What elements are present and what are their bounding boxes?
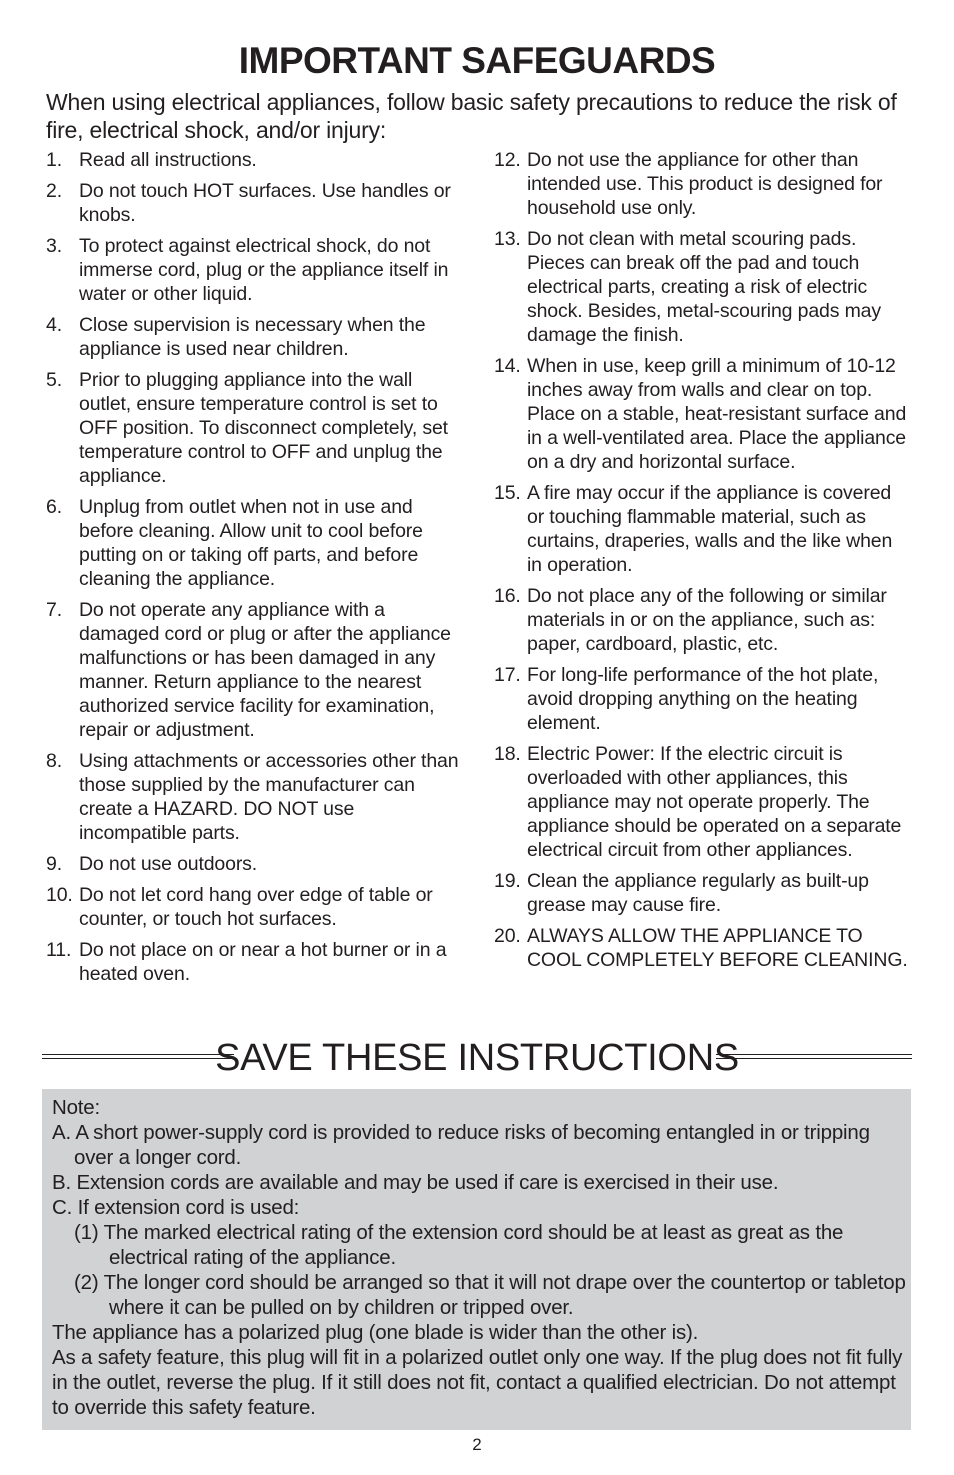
item-text: Close supervision is necessary when the appliance is used near children. bbox=[79, 314, 426, 360]
item-number: 7. bbox=[46, 599, 62, 621]
note-item-c: C. If extension cord is used: bbox=[52, 1196, 300, 1219]
item-number: 13. bbox=[494, 228, 521, 250]
item-text: Clean the appliance regularly as built-up grease may cause fire. bbox=[527, 870, 869, 916]
note-subitem-2: (2) The longer cord should be arranged so that it will not drape over the countertop or tabletop where it can be pulled on by children or tripped over. bbox=[74, 1271, 906, 1319]
list-item bbox=[46, 495, 464, 591]
intro-paragraph: When using electrical appliances, follow basic safety precautions to reduce the risk of fire, electrical shock, and/or injury: bbox=[46, 89, 897, 143]
item-number: 16. bbox=[494, 585, 521, 607]
list-item bbox=[46, 368, 464, 488]
item-text: Do not operate any appliance with a damaged cord or plug or after the appliance malfunctions or has been damaged in any manner. Return appliance to the nearest authorized service facility for examination, repair or adjustment. bbox=[79, 599, 451, 741]
note-item-b: B. Extension cords are available and may be used if care is exercised in their use. bbox=[52, 1171, 779, 1194]
list-item bbox=[46, 313, 464, 361]
list-item bbox=[46, 234, 464, 306]
item-text: Prior to plugging appliance into the wall outlet, ensure temperature control is set to OFF position. To disconnect completely, set temperature control to OFF and unplug the appliance. bbox=[79, 369, 448, 487]
item-number: 20. bbox=[494, 925, 521, 947]
item-number: 8. bbox=[46, 750, 62, 772]
note-label: Note: bbox=[52, 1096, 100, 1119]
item-text: Do not use the appliance for other than intended use. This product is designed for household use only. bbox=[527, 149, 883, 219]
list-item bbox=[46, 883, 464, 931]
item-number: 18. bbox=[494, 743, 521, 765]
note-box bbox=[42, 1089, 911, 1430]
item-number: 2. bbox=[46, 180, 62, 202]
item-number: 5. bbox=[46, 369, 62, 391]
safeguards-list-right bbox=[494, 148, 912, 979]
item-number: 4. bbox=[46, 314, 62, 336]
item-number: 15. bbox=[494, 482, 521, 504]
list-item bbox=[46, 938, 464, 986]
item-number: 12. bbox=[494, 149, 521, 171]
page-number: 2 bbox=[472, 1435, 482, 1454]
item-text: A fire may occur if the appliance is covered or touching flammable material, such as curtains, draperies, walls and the like when in operation. bbox=[527, 482, 893, 576]
polarized-plug-safety: As a safety feature, this plug will fit in a polarized outlet only one way. If the plug does not fit fully in the outlet, reverse the plug. If it still does not fit, contact a qualified electrician. Do not attempt to override this safety feature. bbox=[52, 1346, 903, 1419]
item-number: 17. bbox=[494, 664, 521, 686]
list-item bbox=[494, 481, 912, 577]
page-title: IMPORTANT SAFEGUARDS bbox=[238, 40, 716, 81]
item-number: 14. bbox=[494, 355, 521, 377]
note-item-a: A. A short power-supply cord is provided to reduce risks of becoming entangled in or tripping over a longer cord. bbox=[52, 1121, 870, 1169]
list-item bbox=[494, 663, 912, 735]
save-instructions-heading: SAVE THESE INSTRUCTIONS bbox=[215, 1037, 739, 1079]
item-text: Using attachments or accessories other than those supplied by the manufacturer can create a HAZARD. DO NOT use incompatible parts. bbox=[79, 750, 459, 844]
note-subitem-1: (1) The marked electrical rating of the extension cord should be at least as great as the electrical rating of the appliance. bbox=[74, 1221, 844, 1269]
list-item bbox=[46, 749, 464, 845]
item-text: Do not place any of the following or similar materials in or on the appliance, such as: paper, cardboard, plastic, etc. bbox=[527, 585, 887, 655]
item-number: 19. bbox=[494, 870, 521, 892]
list-item bbox=[494, 869, 912, 917]
right-double-rule bbox=[716, 1054, 912, 1059]
list-item bbox=[46, 598, 464, 742]
list-item bbox=[494, 924, 912, 972]
item-number: 9. bbox=[46, 853, 62, 875]
item-text: When in use, keep grill a minimum of 10-12 inches away from walls and clear on top. Place on a stable, heat-resistant surface and in a well-ventilated area. Place the appliance on a dry and horizontal surface. bbox=[527, 355, 907, 473]
item-text: Read all instructions. bbox=[79, 149, 257, 171]
item-text: ALWAYS ALLOW THE APPLIANCE TO COOL COMPLETELY BEFORE CLEANING. bbox=[527, 925, 908, 971]
item-text: For long-life performance of the hot plate, avoid dropping anything on the heating element. bbox=[527, 664, 879, 734]
list-item bbox=[494, 584, 912, 656]
item-text: Unplug from outlet when not in use and before cleaning. Allow unit to cool before putting on or taking off parts, and before cleaning the appliance. bbox=[79, 496, 423, 590]
item-number: 3. bbox=[46, 235, 62, 257]
list-item bbox=[494, 354, 912, 474]
item-text: Electric Power: If the electric circuit is overloaded with other appliances, this appliance may not operate properly. The appliance should be operated on a separate electrical circuit from other appliances. bbox=[527, 743, 902, 861]
safeguards-list-left bbox=[46, 148, 464, 993]
item-number: 10. bbox=[46, 884, 73, 906]
list-item bbox=[46, 148, 464, 172]
item-number: 6. bbox=[46, 496, 62, 518]
list-item bbox=[494, 148, 912, 220]
list-item bbox=[494, 742, 912, 862]
item-text: Do not place on or near a hot burner or in a heated oven. bbox=[79, 939, 447, 985]
item-text: Do not touch HOT surfaces. Use handles or knobs. bbox=[79, 180, 451, 226]
list-item bbox=[46, 179, 464, 227]
list-item bbox=[46, 852, 464, 876]
item-text: Do not clean with metal scouring pads. Pieces can break off the pad and touch electrical parts, creating a risk of electric shock. Besides, metal-scouring pads may damage the finish. bbox=[527, 228, 881, 346]
item-text: Do not use outdoors. bbox=[79, 853, 258, 875]
item-number: 1. bbox=[46, 149, 62, 171]
list-item bbox=[494, 227, 912, 347]
polarized-plug-note: The appliance has a polarized plug (one blade is wider than the other is). bbox=[52, 1321, 699, 1344]
item-text: To protect against electrical shock, do not immerse cord, plug or the appliance itself in water or other liquid. bbox=[79, 235, 449, 305]
save-instructions-banner bbox=[42, 1032, 912, 1084]
item-text: Do not let cord hang over edge of table or counter, or touch hot surfaces. bbox=[79, 884, 433, 930]
item-number: 11. bbox=[46, 939, 72, 961]
